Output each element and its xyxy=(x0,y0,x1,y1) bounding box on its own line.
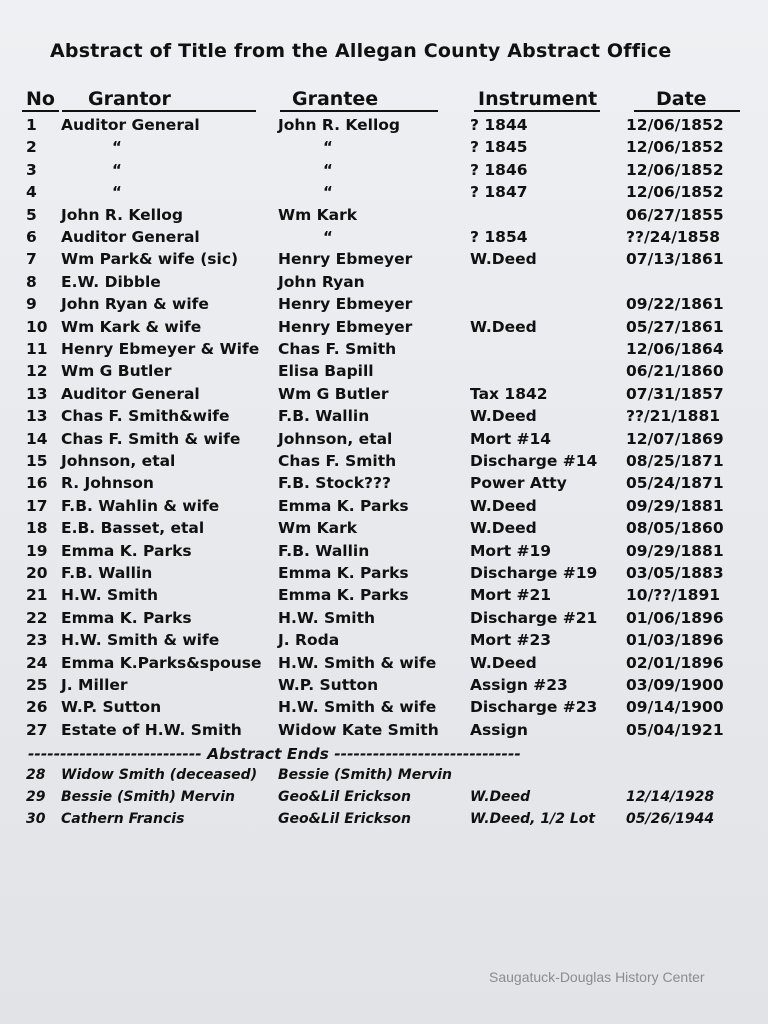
cell-no: 21 xyxy=(26,586,48,605)
cell-grantee: Bessie (Smith) Mervin xyxy=(278,767,453,783)
cell-no: 13 xyxy=(26,407,48,426)
cell-grantee: Emma K. Parks xyxy=(278,586,409,605)
cell-grantor: Johnson, etal xyxy=(61,452,176,470)
cell-instrument: W.Deed xyxy=(470,519,537,538)
header-grantee-label: Grantee xyxy=(292,88,379,110)
cell-grantee: Henry Ebmeyer xyxy=(278,317,413,336)
cell-grantee: W.P. Sutton xyxy=(278,676,379,694)
cell-grantor: Auditor General xyxy=(61,116,200,134)
table-row xyxy=(0,360,768,382)
cell-date: 05/04/1921 xyxy=(626,720,724,739)
cell-instrument: Mort #14 xyxy=(470,429,552,448)
table-row xyxy=(0,428,768,450)
header-no: No xyxy=(22,88,59,112)
cell-grantor: “ xyxy=(112,138,122,157)
cell-grantee: Henry Ebmeyer xyxy=(278,250,413,269)
cell-grantor: F.B. Wallin xyxy=(61,564,153,582)
cell-no: 14 xyxy=(26,429,48,448)
cell-grantee: “ xyxy=(323,160,333,179)
table-row xyxy=(0,629,768,651)
cell-instrument: ? 1854 xyxy=(470,228,528,246)
cell-no: 28 xyxy=(26,767,46,783)
table-row xyxy=(0,540,768,562)
cell-grantee: H.W. Smith xyxy=(278,608,376,627)
table-row xyxy=(0,584,768,606)
cell-date: 03/05/1883 xyxy=(626,564,724,582)
cell-grantee: “ xyxy=(323,138,333,157)
cell-instrument: Mort #23 xyxy=(470,631,552,650)
cell-no: 15 xyxy=(26,452,48,470)
cell-grantee: Elisa Bapill xyxy=(278,362,374,381)
table-row xyxy=(0,652,768,674)
cell-no: 19 xyxy=(26,541,48,560)
cell-date: 07/31/1857 xyxy=(626,384,724,403)
credit-watermark: Saugatuck-Douglas History Center xyxy=(489,969,705,985)
table-row xyxy=(0,719,768,741)
table-row xyxy=(0,338,768,360)
cell-date: 12/07/1869 xyxy=(626,429,724,448)
cell-instrument: W.Deed xyxy=(470,407,537,426)
cell-date: 09/14/1900 xyxy=(626,698,724,717)
cell-grantee: F.B. Wallin xyxy=(278,541,370,560)
table-row xyxy=(0,316,768,338)
cell-no: 4 xyxy=(26,183,37,202)
cell-no: 27 xyxy=(26,720,48,739)
cell-no: 11 xyxy=(26,340,48,358)
cell-no: 18 xyxy=(26,519,48,538)
cell-instrument: Discharge #21 xyxy=(470,608,598,627)
table-row xyxy=(0,808,768,830)
cell-grantor: E.B. Basset, etal xyxy=(61,519,205,538)
table-row xyxy=(0,204,768,226)
cell-grantor: Wm Kark & wife xyxy=(61,317,202,336)
cell-grantee: Geo&Lil Erickson xyxy=(278,811,411,827)
cell-date: 12/06/1864 xyxy=(626,340,724,358)
header-date-label: Date xyxy=(656,88,707,110)
cell-no: 13 xyxy=(26,384,48,403)
header-grantee xyxy=(280,88,438,112)
cell-grantee: John Ryan xyxy=(278,272,365,291)
cell-grantor: Emma K. Parks xyxy=(61,541,192,560)
table-row xyxy=(0,607,768,629)
cell-instrument: W.Deed, 1/2 Lot xyxy=(470,811,596,827)
cell-no: 24 xyxy=(26,653,48,672)
cell-instrument: W.Deed xyxy=(470,789,531,805)
cell-grantor: E.W. Dibble xyxy=(61,272,161,291)
cell-grantor: John R. Kellog xyxy=(61,205,184,224)
cell-date: 01/06/1896 xyxy=(626,608,724,627)
cell-grantor: H.W. Smith & wife xyxy=(61,631,220,650)
cell-grantor: Chas F. Smith & wife xyxy=(61,429,241,448)
cell-grantor: W.P. Sutton xyxy=(61,698,162,717)
header-instrument: Instrument xyxy=(474,88,600,112)
cell-instrument: ? 1847 xyxy=(470,183,528,202)
cell-no: 29 xyxy=(26,789,46,805)
table-row xyxy=(0,181,768,203)
table-row xyxy=(0,674,768,696)
cell-grantor: Chas F. Smith&wife xyxy=(61,407,230,426)
cell-grantee: Emma K. Parks xyxy=(278,564,409,582)
cell-instrument: Discharge #23 xyxy=(470,698,598,717)
cell-grantee: Wm Kark xyxy=(278,519,358,538)
cell-date: ??/21/1881 xyxy=(626,407,721,426)
cell-instrument: Power Atty xyxy=(470,474,567,493)
cell-date: 01/03/1896 xyxy=(626,631,724,650)
cell-grantee: Widow Kate Smith xyxy=(278,720,439,739)
cell-date: 12/06/1852 xyxy=(626,160,724,179)
cell-grantee: F.B. Stock??? xyxy=(278,474,391,493)
cell-no: 20 xyxy=(26,564,48,582)
cell-instrument: W.Deed xyxy=(470,653,537,672)
cell-grantor: Widow Smith (deceased) xyxy=(61,767,258,783)
table-row xyxy=(0,495,768,517)
cell-grantor: Estate of H.W. Smith xyxy=(61,720,242,739)
table-row xyxy=(0,562,768,584)
cell-date: 03/09/1900 xyxy=(626,676,724,694)
table-row xyxy=(0,383,768,405)
cell-grantor: Wm Park& wife (sic) xyxy=(61,250,239,269)
cell-no: 12 xyxy=(26,362,48,381)
cell-date: 02/01/1896 xyxy=(626,653,724,672)
table-row xyxy=(0,764,768,786)
cell-instrument: Discharge #19 xyxy=(470,564,598,582)
cell-grantee: Johnson, etal xyxy=(278,429,393,448)
table-row xyxy=(0,159,768,181)
cell-date: 12/06/1852 xyxy=(626,138,724,157)
table-row xyxy=(0,271,768,293)
cell-date: ??/24/1858 xyxy=(626,228,721,246)
cell-no: 2 xyxy=(26,138,37,157)
table-row xyxy=(0,517,768,539)
cell-no: 10 xyxy=(26,317,48,336)
cell-grantee: Chas F. Smith xyxy=(278,340,397,358)
cell-date: 06/21/1860 xyxy=(626,362,724,381)
cell-no: 5 xyxy=(26,205,37,224)
cell-instrument: ? 1846 xyxy=(470,160,528,179)
header-grantor-label: Grantor xyxy=(88,88,171,110)
table-row xyxy=(0,114,768,136)
cell-grantee: “ xyxy=(323,183,333,202)
cell-grantor: Cathern Francis xyxy=(61,811,185,827)
document-title: Abstract of Title from the Allegan County Abstract Office xyxy=(50,40,672,62)
cell-no: 8 xyxy=(26,272,37,291)
cell-grantee: F.B. Wallin xyxy=(278,407,370,426)
cell-date: 10/??/1891 xyxy=(626,586,721,605)
cell-grantor: Auditor General xyxy=(61,228,200,246)
cell-grantor: F.B. Wahlin & wife xyxy=(61,496,220,515)
cell-date: 06/27/1855 xyxy=(626,205,724,224)
cell-instrument: ? 1845 xyxy=(470,138,528,157)
table-row xyxy=(0,248,768,270)
cell-date: 12/06/1852 xyxy=(626,116,724,134)
cell-grantor: R. Johnson xyxy=(61,474,154,493)
cell-grantor: Wm G Butler xyxy=(61,362,172,381)
cell-grantee: “ xyxy=(323,228,333,246)
cell-grantor: J. Miller xyxy=(61,676,128,694)
cell-instrument: ? 1844 xyxy=(470,116,528,134)
cell-grantee: Wm Kark xyxy=(278,205,358,224)
table-row xyxy=(0,226,768,248)
cell-date: 12/14/1928 xyxy=(626,789,715,805)
cell-no: 1 xyxy=(26,116,37,134)
cell-date: 09/22/1861 xyxy=(626,295,724,314)
header-grantor xyxy=(62,88,256,112)
cell-no: 17 xyxy=(26,496,48,515)
cell-instrument: Mort #21 xyxy=(470,586,552,605)
cell-grantee: Wm G Butler xyxy=(278,384,389,403)
cell-grantee: H.W. Smith & wife xyxy=(278,653,437,672)
cell-grantee: Chas F. Smith xyxy=(278,452,397,470)
cell-date: 09/29/1881 xyxy=(626,496,724,515)
cell-grantor: “ xyxy=(112,160,122,179)
cell-grantee: Henry Ebmeyer xyxy=(278,295,413,314)
cell-grantor: Henry Ebmeyer & Wife xyxy=(61,340,260,358)
cell-no: 3 xyxy=(26,160,37,179)
header-date xyxy=(634,88,740,112)
cell-grantee: Geo&Lil Erickson xyxy=(278,789,411,805)
cell-date: 05/24/1871 xyxy=(626,474,724,493)
table-row xyxy=(0,136,768,158)
cell-no: 6 xyxy=(26,228,37,246)
table-row xyxy=(0,293,768,315)
cell-date: 07/13/1861 xyxy=(626,250,724,269)
cell-grantor: John Ryan & wife xyxy=(61,295,209,314)
cell-instrument: Tax 1842 xyxy=(470,384,548,403)
cell-date: 09/29/1881 xyxy=(626,541,724,560)
cell-instrument: Assign xyxy=(470,720,528,739)
cell-instrument: Mort #19 xyxy=(470,541,552,560)
cell-grantor: Emma K. Parks xyxy=(61,608,192,627)
table-row xyxy=(0,472,768,494)
cell-date: 05/27/1861 xyxy=(626,317,724,336)
cell-grantor: Auditor General xyxy=(61,384,200,403)
cell-instrument: Assign #23 xyxy=(470,676,568,694)
cell-no: 26 xyxy=(26,698,48,717)
cell-instrument: W.Deed xyxy=(470,250,537,269)
cell-date: 12/06/1852 xyxy=(626,183,724,202)
cell-no: 9 xyxy=(26,295,37,314)
cell-grantee: Emma K. Parks xyxy=(278,496,409,515)
cell-no: 22 xyxy=(26,608,48,627)
cell-instrument: W.Deed xyxy=(470,317,537,336)
cell-no: 25 xyxy=(26,676,48,694)
cell-instrument: W.Deed xyxy=(470,496,537,515)
cell-no: 23 xyxy=(26,631,48,650)
cell-grantee: H.W. Smith & wife xyxy=(278,698,437,717)
cell-instrument: Discharge #14 xyxy=(470,452,598,470)
cell-grantor: “ xyxy=(112,183,122,202)
table-row xyxy=(0,786,768,808)
cell-grantor: H.W. Smith xyxy=(61,586,159,605)
cell-no: 16 xyxy=(26,474,48,493)
table-row xyxy=(0,696,768,718)
cell-no: 30 xyxy=(26,811,46,827)
cell-date: 08/25/1871 xyxy=(626,452,724,470)
table-row xyxy=(0,450,768,472)
abstract-ends-divider: --------------------------- Abstract Ends ----------------------------- xyxy=(28,745,521,763)
cell-grantor: Bessie (Smith) Mervin xyxy=(61,789,236,805)
cell-date: 08/05/1860 xyxy=(626,519,724,538)
cell-grantor: Emma K.Parks&spouse xyxy=(61,653,262,672)
cell-date: 05/26/1944 xyxy=(626,811,715,827)
table-row xyxy=(0,405,768,427)
cell-grantee: J. Roda xyxy=(278,631,340,650)
cell-no: 7 xyxy=(26,250,37,269)
cell-grantee: John R. Kellog xyxy=(278,116,401,134)
